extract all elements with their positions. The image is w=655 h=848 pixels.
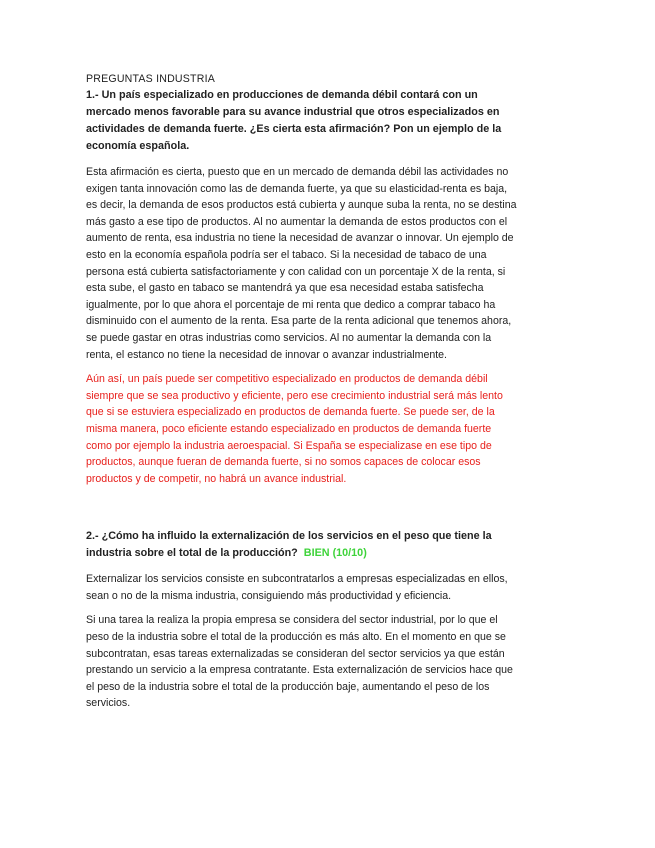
grade-badge: BIEN (10/10) [303, 547, 367, 560]
question-2 [86, 528, 518, 562]
teacher-correction: Aún así, un país puede ser competitivo especializado en productos de demanda débil siempre que se sea productivo y eficiente, pero ese crecimiento industrial será más lento que si se estuviera especializado en productos de demanda fuerte. Se puede ser, de la misma manera, poco eficiente estando especializado en productos de demanda fuerte como por ejemplo la industria aeroespacial. Si España se especializase en ese tipo de productos, aunque fueran de demanda fuerte, si no somos capaces de colocar esos productos y de competir, no habrá un avance industrial. [86, 373, 503, 485]
document-content [86, 72, 518, 720]
question-2-text: 2.- ¿Cómo ha influido la externalización de los servicios en el peso que tiene la industria sobre el total de la producción? [86, 530, 492, 560]
answer-2-paragraph-2: Si una tarea la realiza la propia empresa se considera del sector industrial, por lo que el peso de la industria sobre el total de la producción es más alto. En el momento en que se subcontratan, esas tareas externalizadas se consideran del sector servicios ya que están prestando un servicio a la empresa contratante. Esta externalización de servicios hace que el peso de la industria sobre el total de la producción baje, aumentando el peso de los servicios. [86, 614, 513, 710]
answer-2-paragraph-1: Externalizar los servicios consiste en subcontratarlos a empresas especializadas en ellos, sean o no de la misma industria, consiguiendo más productividad y eficiencia. [86, 573, 508, 602]
answer-1: Esta afirmación es cierta, puesto que en un mercado de demanda débil las actividades no exigen tanta innovación como las de demanda fuerte, ya que su elasticidad-renta es baja, es decir, la demanda de esos productos está cubierta y aunque suba la renta, no se destina más gasto a ese tipo de productos. Al no aumentar la demanda de estos productos con el aumento de renta, esa industria no tiene la necesidad de avanzar o innovar. Un ejemplo de esto en la economía española podría ser el tabaco. Si la necesidad de tabaco de una persona está cubierta satisfactoriamente y con calidad con un porcentaje X de la renta, si esta sube, el gasto en tabaco se mantendrá ya que esa necesidad estaba satisfecha igualmente, por lo que ahora el porcentaje de mi renta que dedico a comprar tabaco ha disminuido con el aumento de la renta. Esa parte de la renta adicional que tenemos ahora, se puede gastar en otras industrias como servicios. Al no aumentar la demanda con la renta, el estanco no tiene la necesidad de innovar o avanzar industrialmente. [86, 166, 517, 361]
section-gap [86, 495, 518, 528]
question-1: 1.- Un país especializado en producciones de demanda débil contará con un mercado menos favorable para su avance industrial que otros especializados en actividades de demanda fuerte. ¿Es cierta esta afirmación? Pon un ejemplo de la economía española. [86, 89, 502, 152]
document-title: PREGUNTAS INDUSTRIA [86, 73, 215, 85]
